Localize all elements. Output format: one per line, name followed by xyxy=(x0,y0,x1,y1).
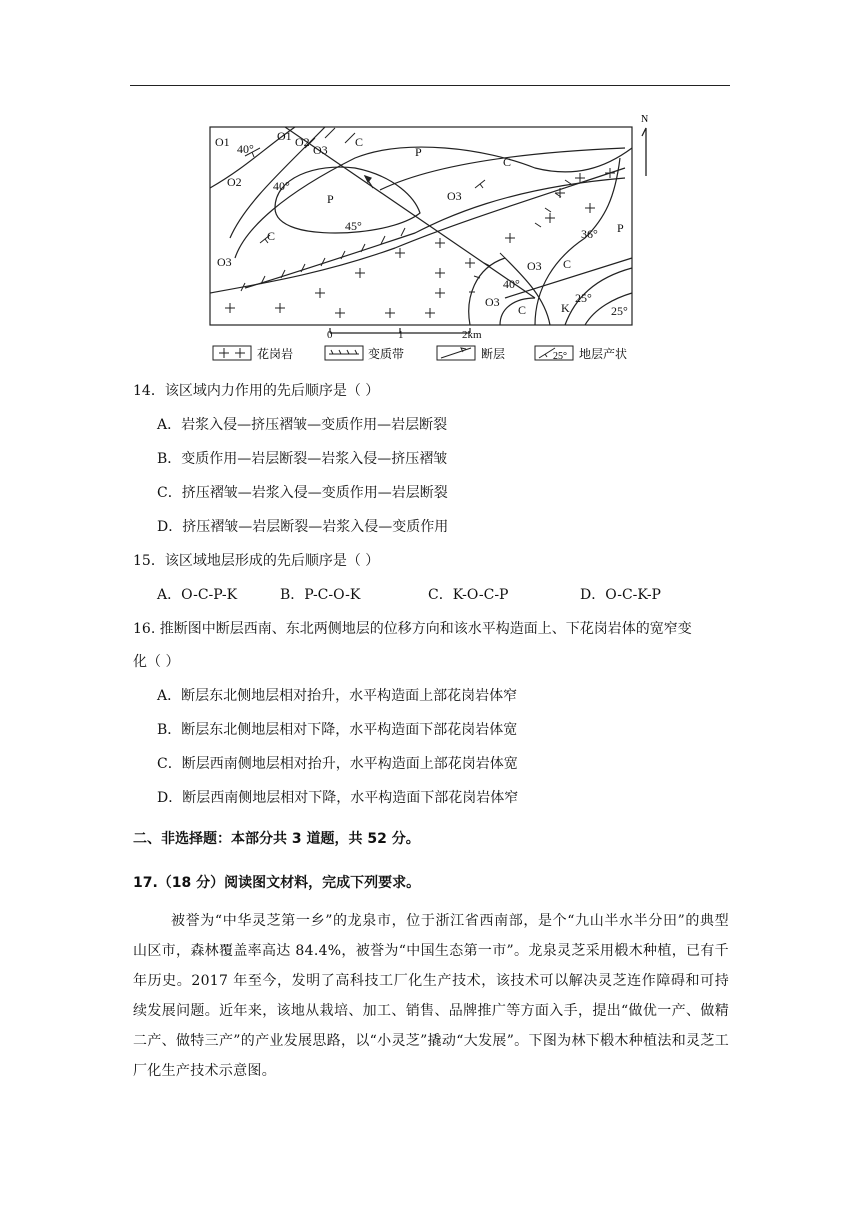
q16-stem-line1: 16. 推断图中断层西南、东北两侧地层的位移方向和该水平构造面上、下花岗岩体的宽窄变 xyxy=(133,621,692,637)
label-d40b: 40° xyxy=(273,179,290,193)
label-O3c: O3 xyxy=(217,255,232,269)
q16-option-b[interactable]: B．断层东北侧地层相对下降，水平构造面下部花岗岩体宽 xyxy=(157,722,518,738)
q16-option-c[interactable]: C．断层西南侧地层相对抬升，水平构造面上部花岗岩体宽 xyxy=(157,756,518,772)
label-O1b: O1 xyxy=(277,129,292,143)
legend-metamorphic-label: 变质带 xyxy=(368,347,405,361)
legend-granite-box xyxy=(213,346,251,360)
label-d25b: 25° xyxy=(611,304,628,318)
q15-stem: 15．该区域地层形成的先后顺序是（ ） xyxy=(133,553,380,569)
q15-option-a[interactable]: A．O-C-P-K xyxy=(157,587,238,603)
label-d45: 45° xyxy=(345,219,362,233)
legend-strata-angle: 25° xyxy=(553,351,567,362)
q14-option-b[interactable]: B．变质作用—岩层断裂—岩浆入侵—挤压褶皱 xyxy=(157,451,448,467)
q16-option-a[interactable]: A．断层东北侧地层相对抬升，水平构造面上部花岗岩体窄 xyxy=(157,688,518,704)
label-C5: C xyxy=(518,303,527,317)
label-d40a: 40° xyxy=(237,142,254,156)
q14-stem: 14．该区域内力作用的先后顺序是（ ） xyxy=(133,383,380,399)
label-P3: P xyxy=(617,221,624,235)
scale-0: 0 xyxy=(327,329,333,341)
label-O3a: O3 xyxy=(313,143,328,157)
q17-paragraph: 被誉为“中华灵芝第一乡”的龙泉市，位于浙江省西南部，是个“九山半水半分田”的典型山区市，森林覆盖率高达 84.4%，被誉为“中国生态第一市”。龙泉灵芝采用椴木种植，已有千年历史。2017 年至今，发明了高科技工厂化生产技术，该技术可以解决灵芝连作障碍和可持续发展问题。近年来，该地从栽培、加工、销售、品牌推广等方面入手，提出“做优一产、做精二产、做特三产”的产业发展思路，以“小灵芝”撬动“大发展”。下图为林下椴木种植法和灵芝工厂化生产技术示意图。 xyxy=(133,913,729,1079)
legend-fault-label: 断层 xyxy=(481,347,506,361)
q14-option-d[interactable]: D．挤压褶皱—岩层断裂—岩浆入侵—变质作用 xyxy=(157,519,449,535)
q15-option-d[interactable]: D．O-C-K-P xyxy=(580,587,661,603)
label-d40c: 40° xyxy=(503,277,520,291)
label-P2: P xyxy=(327,192,334,206)
label-C3: C xyxy=(267,229,276,243)
label-O3d: O3 xyxy=(527,259,542,273)
section-2-heading: 二、非选择题：本部分共 3 道题，共 52 分。 xyxy=(133,831,420,847)
north-arrow xyxy=(642,128,646,176)
q15-option-b[interactable]: B．P-C-O-K xyxy=(280,587,361,603)
q17-title: 17.（18 分）阅读图文材料，完成下列要求。 xyxy=(133,875,421,891)
north-label: N xyxy=(641,114,649,125)
label-d36: 36° xyxy=(581,227,598,241)
label-C4: C xyxy=(563,257,572,271)
geologic-map xyxy=(205,108,665,368)
label-P1: P xyxy=(415,145,422,159)
q15-option-c[interactable]: C．K-O-C-P xyxy=(428,587,509,603)
label-O3e: O3 xyxy=(485,295,500,309)
label-C1: C xyxy=(355,135,364,149)
label-O2b: O2 xyxy=(227,175,242,189)
label-O3b: O3 xyxy=(447,189,462,203)
q14-option-a[interactable]: A．岩浆入侵—挤压褶皱—变质作用—岩层断裂 xyxy=(157,417,448,433)
label-O1a: O1 xyxy=(215,135,230,149)
q14-option-c[interactable]: C．挤压褶皱—岩浆入侵—变质作用—岩层断裂 xyxy=(157,485,448,501)
q16-option-d[interactable]: D．断层西南侧地层相对下降，水平构造面下部花岗岩体窄 xyxy=(157,790,519,806)
label-C2: C xyxy=(503,155,512,169)
scale-2: 2km xyxy=(462,329,482,341)
header-rule xyxy=(130,85,730,86)
q16-stem-line2: 化（ ） xyxy=(133,654,180,670)
label-K: K xyxy=(561,301,570,315)
legend-granite-label: 花岗岩 xyxy=(257,347,294,361)
boundary-o3-c-outer xyxy=(235,147,632,258)
scale-1: 1 xyxy=(398,329,404,341)
label-O2a: O2 xyxy=(295,135,310,149)
legend-metamorphic-box xyxy=(325,346,363,360)
label-d25a: 25° xyxy=(575,291,592,305)
legend-strata-label: 地层产状 xyxy=(579,347,628,361)
boundary-c-o3-lower xyxy=(245,178,625,288)
